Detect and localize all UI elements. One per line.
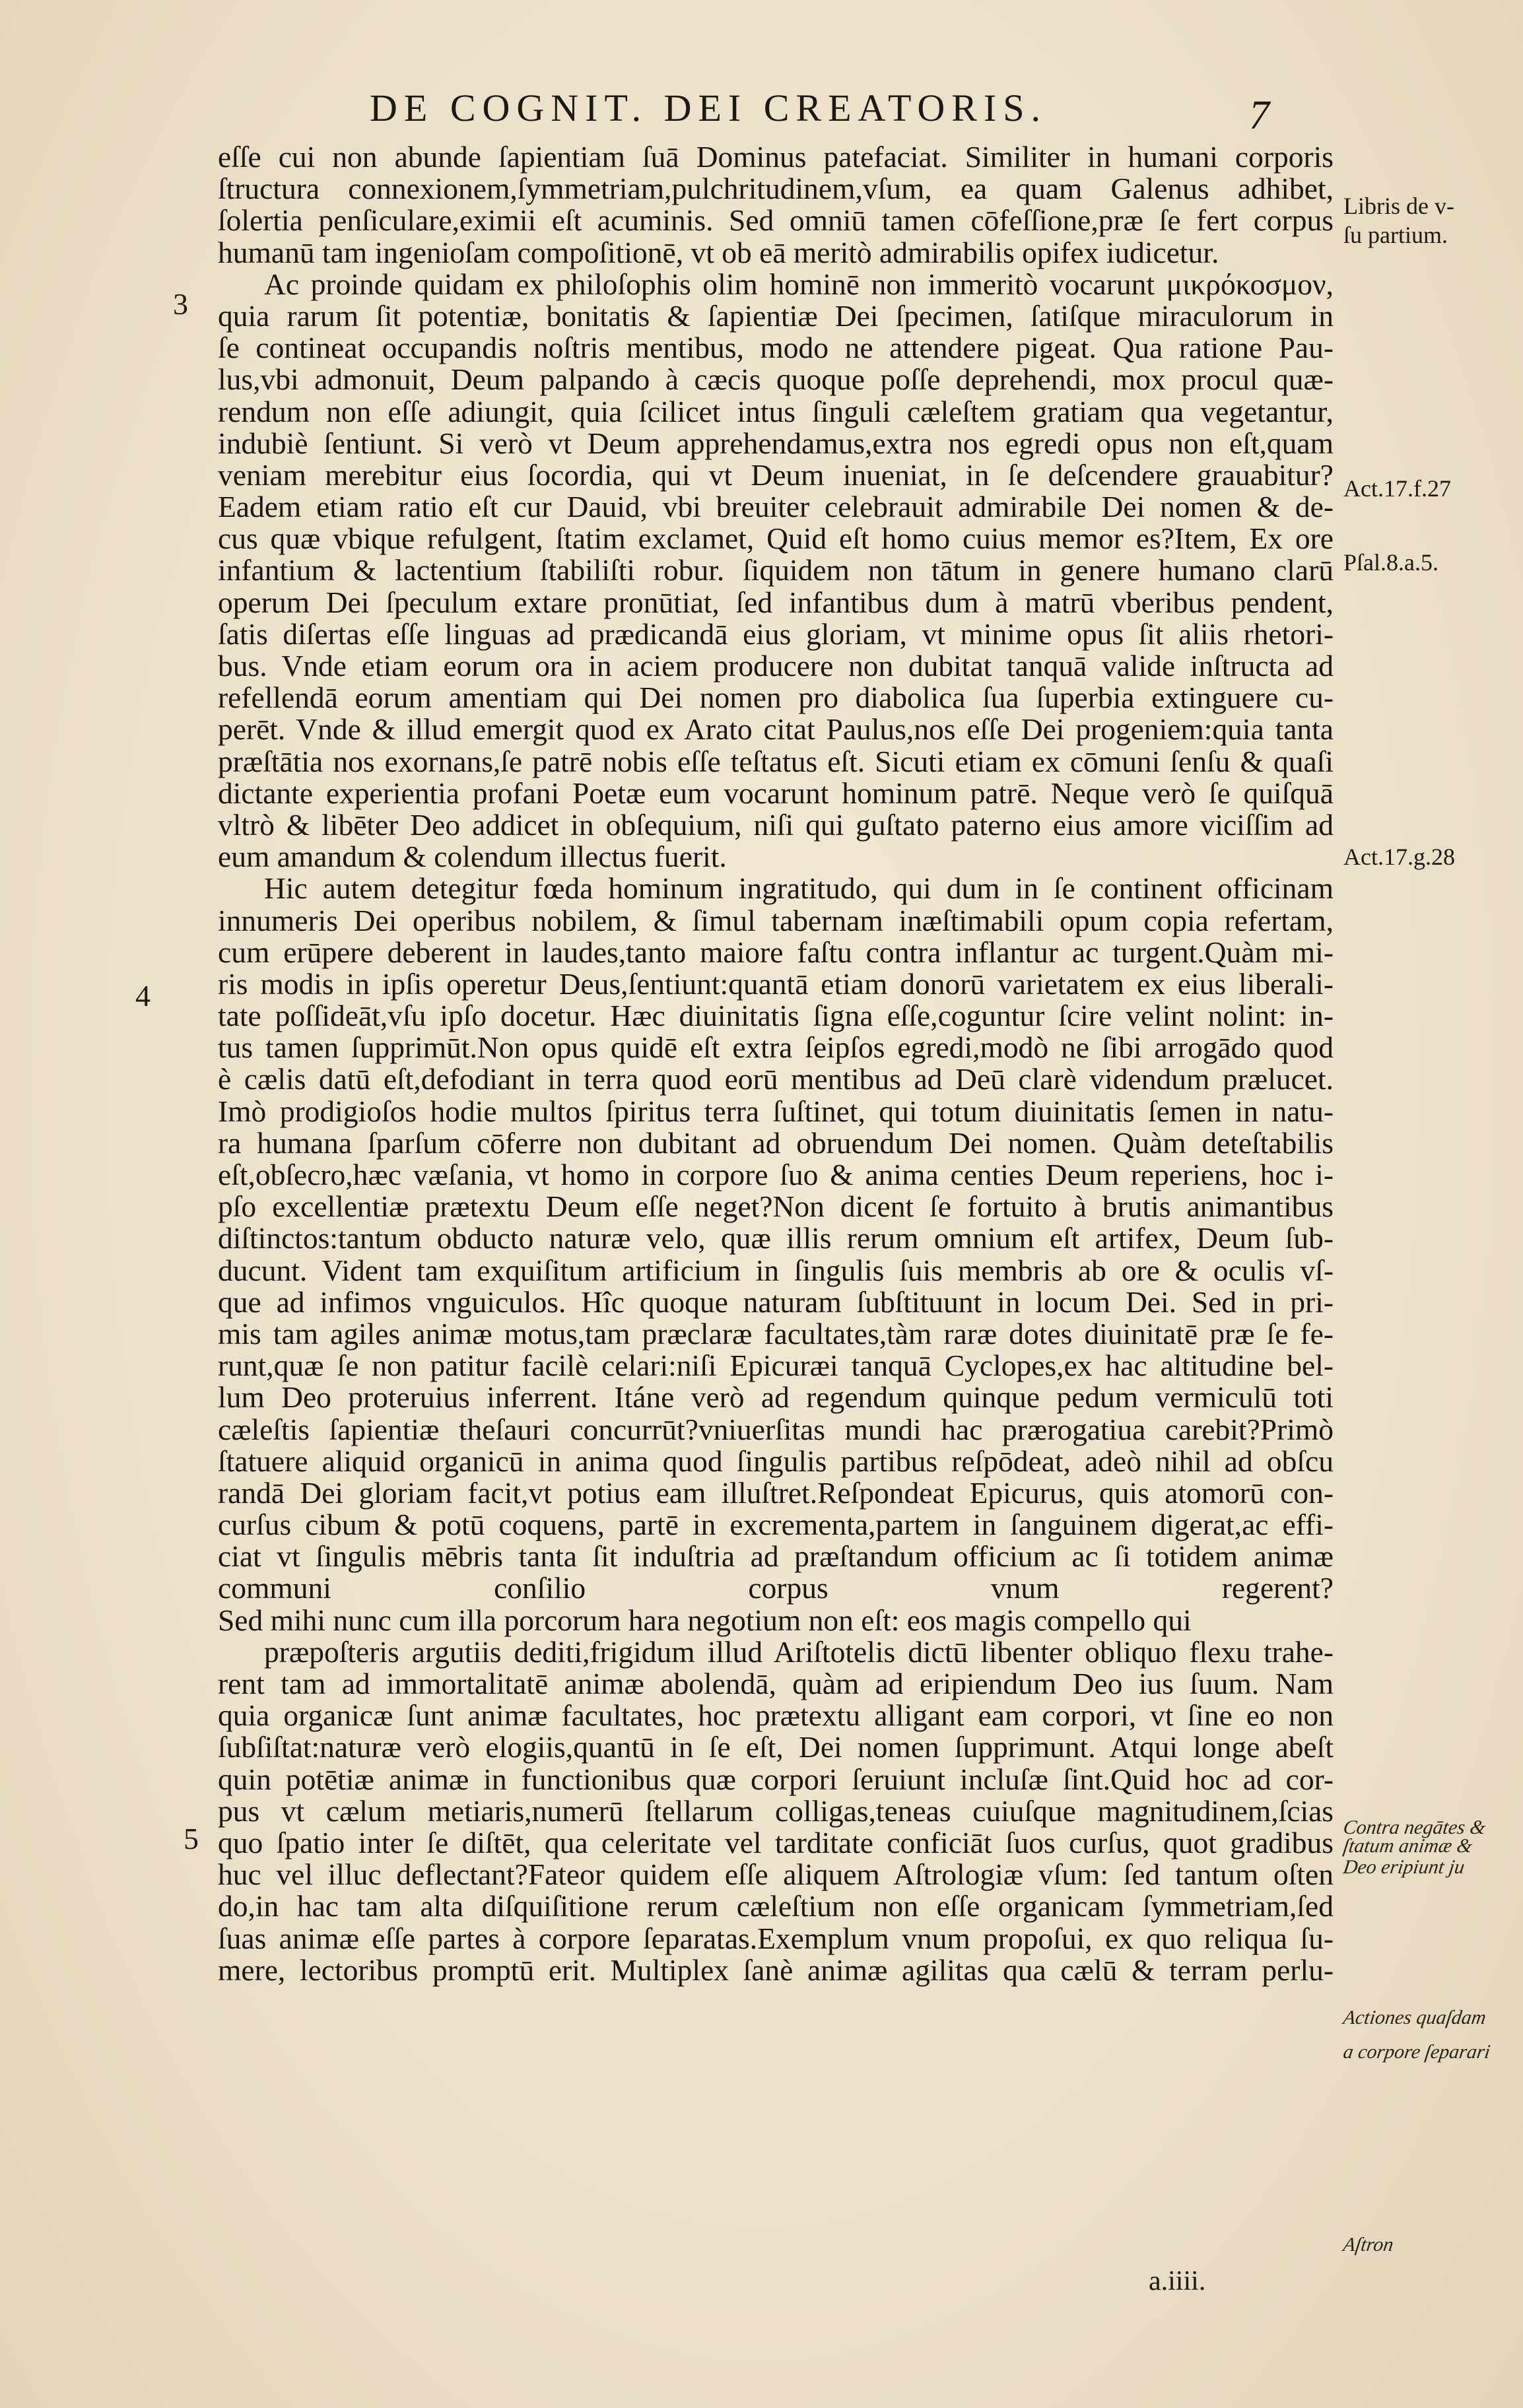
text-line: Eadem etiam ratio eſt cur Dauid, vbi breuiter celebrauit admirabile Dei nomen & de- [218,490,1334,524]
text-line: ſuas animæ eſſe partes à corpore ſeparatas.Exemplum vnum propoſui, ex quo reliqua ſu- [218,1921,1334,1955]
margin-note-acts-17-28: Act.17.g.28 [1343,844,1455,870]
text-line [218,1986,1334,2018]
text-line: mere, lectoribus promptū erit. Multiplex ſanè animæ agilitas qua cælū & terram perlu- [218,1953,1334,1987]
text-line: perēt. Vnde & illud emergit quod ex Arato citat Paulus,nos eſſe Dei progeniem:quia tanta [218,712,1334,747]
handwritten-note-contra: Contra negātes & [1341,1817,1487,1838]
signature-mark: a.iiii. [1149,2266,1206,2296]
text-line: Ac proinde quidam ex philoſophis olim hominē non immeritò vocarunt μικρόκοσμον, [264,267,1334,301]
text-line: innumeris Dei operibus nobilem, & ſimul tabernam inæſtimabili opum copia refertam, [218,903,1334,937]
text-line: quo ſpatio inter ſe diſtēt, qua celeritate vel tarditate conficiāt ſuos curſus, quot gradibus [218,1825,1334,1859]
handwritten-note-a-corpore: a corpore ſeparari [1341,2041,1492,2063]
text-line: præſtātia nos exornans,ſe patrē nobis eſſe teſtatus eſt. Sicuti etiam ex cōmuni ſenſu & quaſi [218,744,1334,778]
text-line: ciat vt ſingulis mēbris tanta ſit induſtria ad præſtandum officium ac ſi totidem animæ [218,1539,1334,1574]
text-line: rent tam ad immortalitatē animæ abolendā, quàm ad eripiendum Deo ius ſuum. Nam [218,1667,1334,1700]
text-line: que ad infimos vnguiculos. Hîc quoque naturam ſubſtituunt in locum Dei. Sed in pri- [218,1285,1334,1319]
text-line: do,in hac tam alta diſquiſitione rerum cæleſtium non eſſe organicam ſymmetriam,ſed [218,1889,1334,1923]
text-line: ra humana ſparſum cōferre non dubitant ad obruendum Dei nomen. Quàm deteſtabilis [218,1125,1334,1160]
text-line: mis tam agiles animæ motus,tam præclaræ facultates,tàm raræ dotes diuinitatē præ ſe fe- [218,1316,1334,1351]
text-line: Sed mihi nunc cum illa porcorum hara negotium non eſt: eos magis compello qui [218,1603,1192,1637]
text-line: operum Dei ſpeculum extare pronūtiat, ſed infantibus dum à matrū vberibus pendent, [218,585,1334,619]
text-line: randā Dei gloriam facit,vt potius eam illuſtret.Reſpondeat Epicurus, quis atomorū con- [218,1475,1334,1510]
text-line: rendum non eſſe adiungit, quia ſcilicet intus ſinguli cæleſtem gratiam qua vegetantur, [218,394,1334,428]
handwritten-note-deo-eripiunt: Deo eripiunt ju [1341,1856,1466,1878]
text-line: curſus cibum & potū coquens, partē in excrementa,partem in ſanguinem digerat,ac effi- [218,1508,1334,1542]
text-line: ſubſiſtat:naturæ verò elogiis,quantū in ſe eſt, Dei nomen ſupprimunt. Atqui longe abeſt [218,1730,1334,1764]
text-line: Imò prodigioſos hodie multos ſpiritus terra ſuſtinet, qui totum diuinitatis ſemen in natu- [218,1094,1334,1128]
text-line: vltrò & libēter Deo addicet in obſequium, niſi qui guſtato paterno eius amore viciſſim ad [218,807,1334,842]
text-line: infantium & lactentium ſtabiliſti robur. ſiquidem non tātum in genere humano clarū [218,553,1334,587]
page-number: 7 [1249,93,1269,138]
text-line: ſtructura connexionem,ſymmetriam,pulchritudinem,vſum, ea quam Galenus adhibet, [218,172,1334,206]
text-line: pus vt cælum metiaris,numerū ſtellarum colligas,teneas cuiuſque magnitudinem,ſcias [218,1793,1334,1828]
text-line: veniam merebitur eius ſocordia, qui vt Deum inueniat, in ſe deſcendere grauabitur? [218,457,1334,492]
text-line: præpoſteris argutiis dediti,frigidum illud Ariſtotelis dictū libenter obliquo flexu trahe- [264,1634,1334,1669]
text-line: ſtatuere aliquid organicū in anima quod ſingulis partibus reſpōdeat, adeò nihil ad obſcu [218,1444,1334,1478]
text-line: Hic autem detegitur fœda hominum ingratitudo, qui dum in ſe continent officinam [264,871,1334,906]
text-line: eſſe cui non abunde ſapientiam ſuā Dominus patefaciat. Similiter in humani corporis [218,140,1334,174]
text-line: ſolertia penſiculare,eximii eſt acuminis. Sed omniū tamen cōfeſſione,præ ſe fert corpus [218,203,1334,238]
text-line: ris modis in ipſis operetur Deus,ſentiunt:quantā etiam donorū varietatem ex eius liberali- [218,966,1334,1001]
text-line: diſtinctos:tantum obducto naturæ velo, quæ illis rerum omnium eſt artifex, Deum ſub- [218,1221,1334,1255]
margin-note-galen-reference: Libris de v- [1343,193,1454,219]
margin-note-psalm-8: Pſal.8.a.5. [1343,549,1438,576]
section-number-4: 4 [135,979,151,1013]
text-line: tate poſſideāt,vſu ipſo docetur. Hæc diuinitatis ſigna eſſe,coguntur ſcire velint nolint: in- [218,999,1334,1033]
text-line: runt,quæ ſe non patitur facilè celari:niſi Epicuræi tanquā Cyclopes,ex hac altitudine bel- [218,1349,1334,1383]
text-line: pſo excellentiæ prætextu Deum eſſe neget?Non dicent ſe fortuito à brutis animantibus [218,1189,1334,1224]
text-line: refellendā eorum amentiam qui Dei nomen pro diabolica ſua ſuperbia extinguere cu- [218,681,1334,715]
text-line: lus,vbi admonuit, Deum palpando à cæcis quoque poſſe deprehendi, mox procul quæ- [218,362,1334,397]
text-line: dictante experientia profani Poetæ eum vocarunt hominum patrē. Neque verò ſe quiſquā [218,776,1334,810]
margin-note-acts-17-27: Act.17.f.27 [1343,475,1451,502]
handwritten-note-astron: Aſtron [1341,2234,1395,2256]
text-line: ſe contineat occupandis noſtris mentibus, modo ne attendere pigeat. Qua ratione Pau- [218,331,1334,365]
text-line: tus tamen ſupprimūt.Non opus quidē eſt extra ſeipſos egredi,modò ne ſibi arrogādo quod [218,1030,1334,1065]
text-line: cæleſtis ſapientiæ theſauri concurrūt?vniuerſitas mundi hac prærogatiua carebit?Primò [218,1412,1334,1446]
text-line: ducunt. Vident tam exquiſitum artificium in ſingulis ſuis membris ab ore & oculis vſ- [218,1253,1334,1287]
main-text-block [218,141,1334,2018]
text-line: quin potētiæ animæ in functionibus quæ corpori ſeruiunt incluſæ ſint.Quid hoc ad cor- [218,1762,1334,1796]
text-line: indubiè ſentiunt. Si verò vt Deum apprehendamus,extra nos egredi opus non eſt,quam [218,426,1334,460]
text-line: cum erūpere deberent in laudes,tanto maiore faſtu contra inflantur ac turgent.Quàm mi- [218,935,1334,969]
text-line: è cælis datū eſt,defodiant in terra quod eorū mentibus ad Deū clarè videndum prælucet. [218,1062,1334,1096]
section-number-5: 5 [184,1822,199,1856]
text-line: bus. Vnde etiam eorum ora in aciem producere non dubitat tanquā valide inſtructa ad [218,649,1334,683]
text-line: quia rarum ſit potentiæ, bonitatis & ſapientiæ Dei ſpecimen, ſatiſque miraculorum in [218,298,1334,333]
text-line: cus quæ vbique refulgent, ſtatim exclamet, Quid eſt homo cuius memor es?Item, Ex ore [218,521,1334,556]
handwritten-note-actiones: Actiones quaſdam [1341,2007,1488,2028]
text-line: humanū tam ingenioſam compoſitionē, vt ob eā meritò admirabilis opifex iudicetur. [218,235,1219,269]
handwritten-note-statum: ſtatum animæ & [1341,1835,1474,1857]
text-line: eum amandum & colendum illectus fuerit. [218,840,727,874]
text-line: ſatis diſertas eſſe linguas ad prædicandā eius gloriam, vt minime opus ſit aliis rhetori- [218,617,1334,651]
text-line: huc vel illuc deflectant?Fateor quidem eſſe aliquem Aſtrologiæ vſum: ſed tantum oſten [218,1857,1334,1892]
running-head: DE COGNIT. DEI CREATORIS. [370,86,1048,129]
margin-note-galen-reference-cont: ſu partium. [1343,222,1448,248]
text-line: communi conſilio corpus vnum regerent? [218,1571,1334,1605]
section-number-3: 3 [173,287,188,321]
text-line: lum Deo proteruius inferrent. Itáne verò ad regendum quinque pedum vermiculū toti [218,1380,1334,1415]
text-line: quia organicæ ſunt animæ facultates, hoc prætextu alligant eam corpori, vt ſine eo non [218,1698,1334,1733]
text-line: eſt,obſecro,hæc væſania, vt homo in corpore ſuo & anima centies Deum reperiens, hoc i- [218,1158,1334,1191]
